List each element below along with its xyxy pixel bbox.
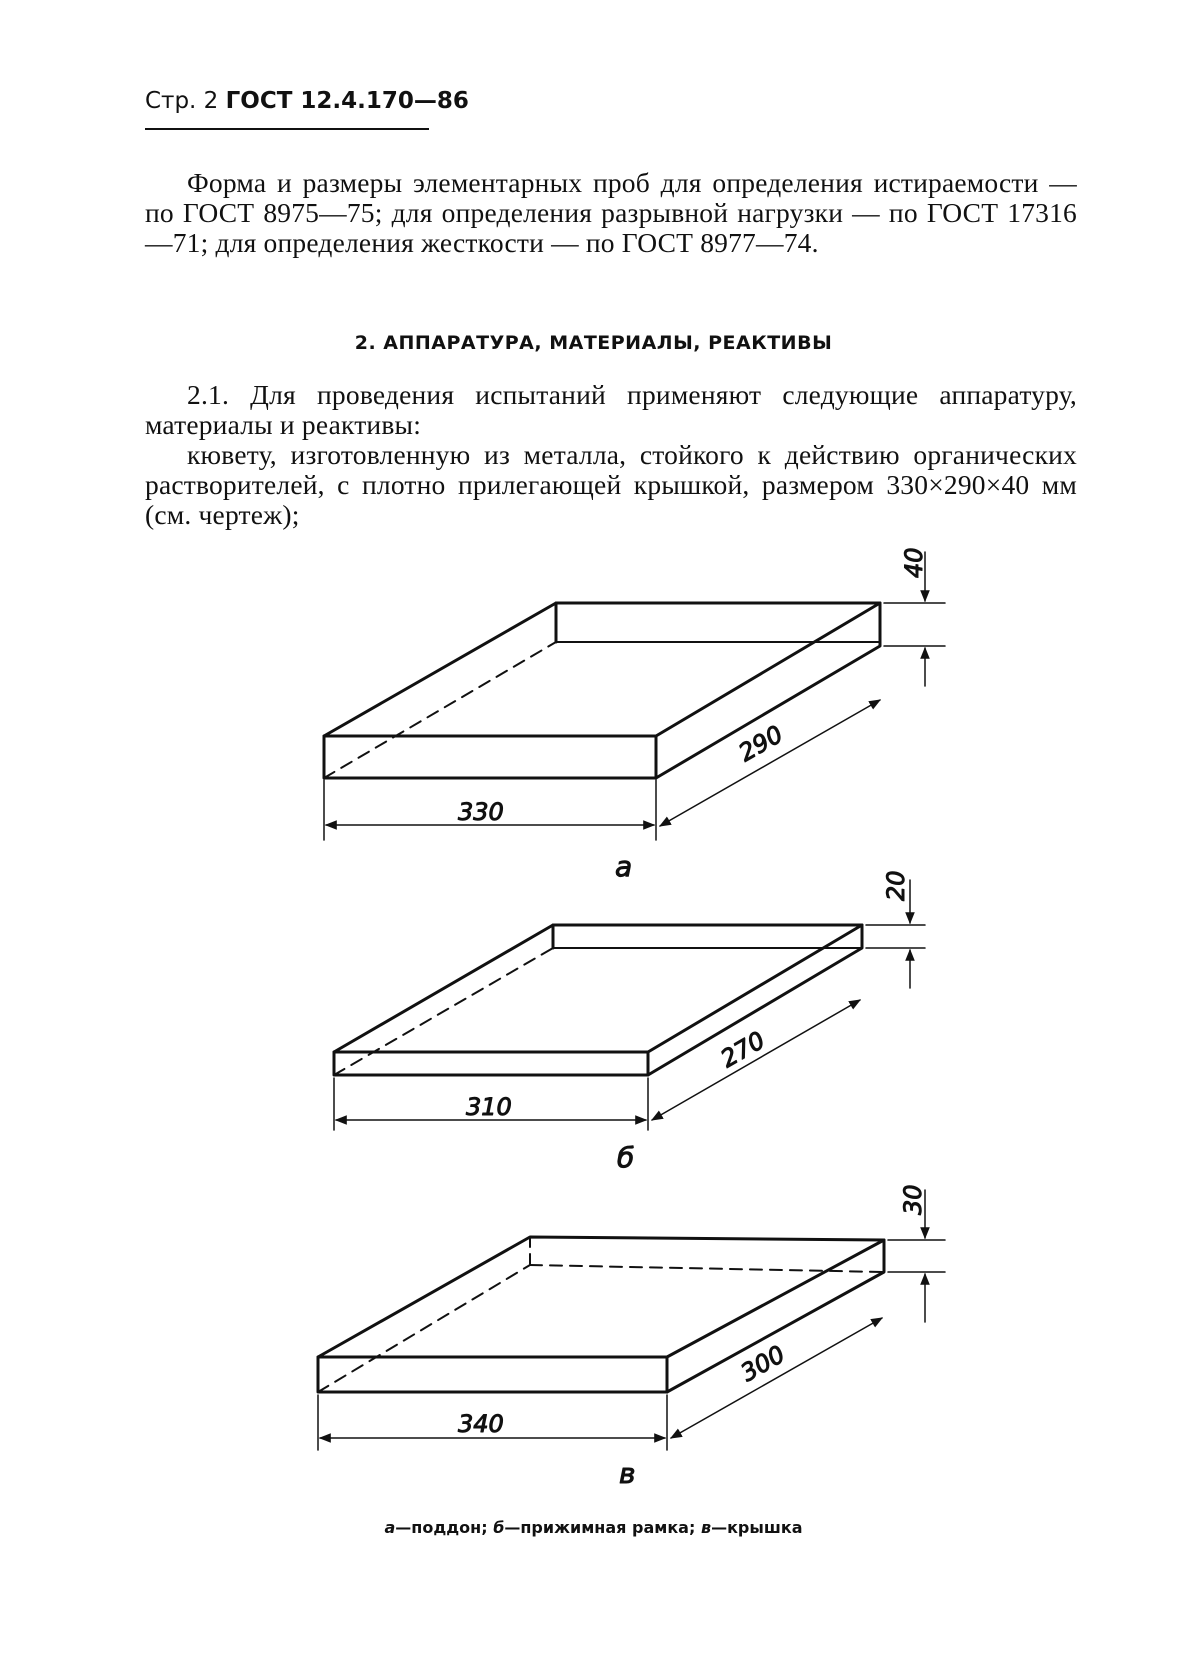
fig-b-width: 270 <box>716 1026 770 1074</box>
page-number: Стр. 2 <box>145 88 219 114</box>
item-cuvette-text: кювету, изготовленную из металла, стойкого к действию органических растворителей, с плотно прилегающей крышкой, размером 330×290×40 мм (см. чертеж); <box>145 439 1077 530</box>
fig-b-label: б <box>617 1141 635 1174</box>
caption-letter-b: б <box>493 1518 505 1537</box>
fig-a-height: 40 <box>900 547 928 578</box>
figure-a-tray <box>324 552 945 840</box>
intro-text: Форма и размеры элементарных проб для определения истираемости — по ГОСТ 8975—75; для определения разрывной нагрузки — по ГОСТ 17316—71; для определения жесткости — по ГОСТ 8977—74. <box>145 167 1077 258</box>
fig-a-label: а <box>615 850 633 883</box>
figure-b-frame <box>334 880 925 1130</box>
caption-text-a: —поддон; <box>395 1518 494 1537</box>
fig-b-length: 310 <box>466 1093 512 1121</box>
section-title: 2. АППАРАТУРА, МАТЕРИАЛЫ, РЕАКТИВЫ <box>354 332 833 354</box>
fig-v-height: 30 <box>899 1184 927 1215</box>
clause-2-1-text: 2.1. Для проведения испытаний применяют следующие аппаратуру, материалы и реактивы: <box>145 379 1077 440</box>
standard-number: ГОСТ 12.4.170—86 <box>225 88 469 114</box>
fig-v-length: 340 <box>458 1410 504 1438</box>
fig-v-width: 300 <box>736 1340 790 1388</box>
figure-v-lid <box>318 1190 945 1450</box>
caption-text-v: —крышка <box>711 1518 803 1537</box>
caption-text-b: —прижимная рамка; <box>504 1518 701 1537</box>
figure-caption <box>0 1518 1187 1537</box>
caption-letter-v: в <box>700 1518 712 1537</box>
fig-v-label: в <box>619 1457 636 1490</box>
fig-a-width: 290 <box>734 720 788 768</box>
caption-letter-a: а <box>384 1518 396 1537</box>
fig-a-length: 330 <box>458 798 504 826</box>
fig-b-height: 20 <box>882 870 910 901</box>
